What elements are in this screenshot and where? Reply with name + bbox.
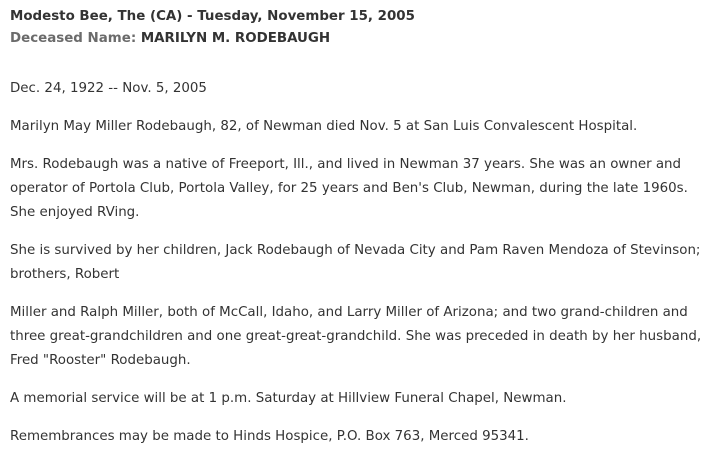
obituary-paragraph: Marilyn May Miller Rodebaugh, 82, of Newman died Nov. 5 at San Luis Convalescent Hospital. [10,119,638,134]
obituary-paragraph: Mrs. Rodebaugh was a native of Freeport, Ill., and lived in Newman 37 years. She was an owner and operator of Portola Club, Portola Valley, for 25 years and Ben's Club, Newman, during the late 1960s. She enjoyed RVing. [10,157,688,220]
obituary-page [10,6,716,50]
obituary-paragraph: A memorial service will be at 1 p.m. Saturday at Hillview Funeral Chapel, Newman. [10,391,567,406]
dates-paragraph: Dec. 24, 1922 -- Nov. 5, 2005 [10,81,207,96]
deceased-heading [10,28,716,50]
obituary-paragraph: Miller and Ralph Miller, both of McCall, Idaho, and Larry Miller of Arizona; and two grand-children and three great-grandchildren and one great-great-grandchild. She was preceded in death by her husband, Fred "Rooster" Rodebaugh. [10,305,702,368]
deceased-name: MARILYN M. RODEBAUGH [140,31,331,46]
deceased-label: Deceased Name: [10,31,137,46]
obituary-paragraph: She is survived by her children, Jack Rodebaugh of Nevada City and Pam Raven Mendoza of Stevinson; brothers, Robert [10,243,701,282]
source-heading: Modesto Bee, The (CA) - Tuesday, November 15, 2005 [10,9,415,24]
obituary-body [10,77,716,463]
obituary-paragraph: Remembrances may be made to Hinds Hospice, P.O. Box 763, Merced 95341. [10,429,529,444]
